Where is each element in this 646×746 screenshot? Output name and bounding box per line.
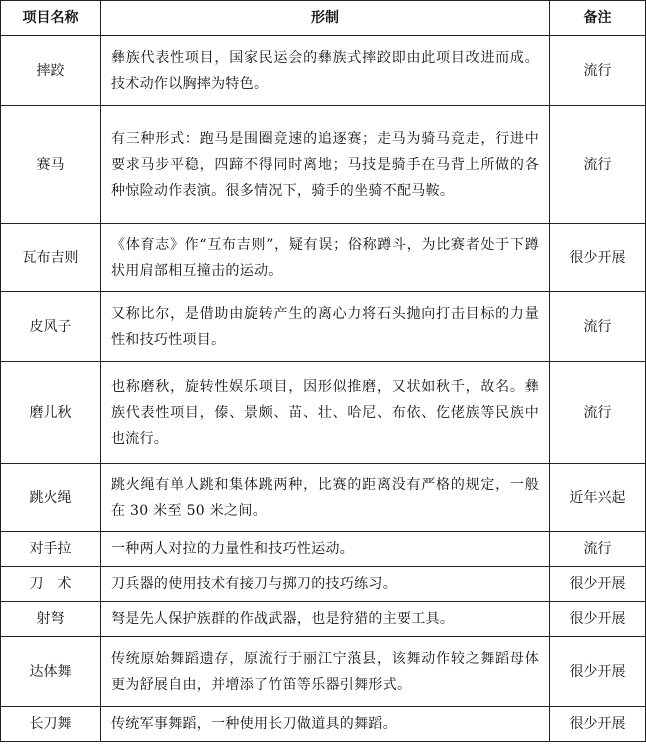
row-desc: 彝族代表性项目，国家民运会的彝族式摔跤即由此项目改进而成。技术动作以胸摔为特色。 xyxy=(101,36,550,106)
row-name: 磨儿秋 xyxy=(1,362,101,464)
row-note: 流行 xyxy=(550,36,646,106)
row-note: 近年兴起 xyxy=(550,464,646,532)
row-note: 很少开展 xyxy=(550,707,646,742)
table-row xyxy=(1,567,646,602)
row-desc: 刀兵器的使用技术有接刀与掷刀的技巧练习。 xyxy=(101,567,550,602)
row-desc: 跳火绳有单人跳和集体跳两种，比赛的距离没有严格的规定，一般在 30 米至 50 米之间。 xyxy=(101,464,550,532)
header-desc: 形制 xyxy=(101,1,550,36)
row-name: 射弩 xyxy=(1,602,101,637)
header-name: 项目名称 xyxy=(1,1,101,36)
row-name: 瓦布吉则 xyxy=(1,224,101,292)
row-name: 赛马 xyxy=(1,106,101,224)
table-row xyxy=(1,362,646,464)
table-row xyxy=(1,637,646,707)
row-name: 刀 术 xyxy=(1,567,101,602)
row-note: 很少开展 xyxy=(550,637,646,707)
table-row xyxy=(1,707,646,742)
row-name: 长刀舞 xyxy=(1,707,101,742)
table-row xyxy=(1,464,646,532)
row-desc: 有三种形式：跑马是围圈竞速的追逐赛；走马为骑马竞走，行进中要求马步平稳，四蹄不得同时离地；马技是骑手在马背上所做的各种惊险动作表演。很多情况下，骑手的坐骑不配马鞍。 xyxy=(101,106,550,224)
row-name: 达体舞 xyxy=(1,637,101,707)
row-desc: 弩是先人保护族群的作战武器，也是狩猎的主要工具。 xyxy=(101,602,550,637)
header-row xyxy=(1,1,646,36)
table-row xyxy=(1,292,646,362)
header-note: 备注 xyxy=(550,1,646,36)
row-desc: 传统原始舞蹈遗存，原流行于丽江宁蒗县，该舞动作较之舞蹈母体更为舒展自由，并增添了竹笛等乐器引舞形式。 xyxy=(101,637,550,707)
row-note: 流行 xyxy=(550,106,646,224)
row-desc: 也称磨秋，旋转性娱乐项目，因形似推磨，又状如秋千，故名。彝族代表性项目，傣、景颇、苗、壮、哈尼、布依、仡佬族等民族中也流行。 xyxy=(101,362,550,464)
row-name: 跳火绳 xyxy=(1,464,101,532)
row-desc: 一种两人对拉的力量性和技巧性运动。 xyxy=(101,532,550,567)
table-row xyxy=(1,224,646,292)
table-row xyxy=(1,106,646,224)
table-row xyxy=(1,36,646,106)
row-desc: 《体育志》作“互布吉则”，疑有误；俗称蹲斗，为比赛者处于下蹲状用肩部相互撞击的运动。 xyxy=(101,224,550,292)
row-name: 摔跤 xyxy=(1,36,101,106)
table-row xyxy=(1,532,646,567)
table-row xyxy=(1,602,646,637)
row-note: 流行 xyxy=(550,362,646,464)
row-note: 流行 xyxy=(550,532,646,567)
row-note: 很少开展 xyxy=(550,602,646,637)
row-name: 皮风子 xyxy=(1,292,101,362)
row-note: 很少开展 xyxy=(550,567,646,602)
row-desc: 又称比尔，是借助由旋转产生的离心力将石头抛向打击目标的力量性和技巧性项目。 xyxy=(101,292,550,362)
row-name: 对手拉 xyxy=(1,532,101,567)
row-note: 流行 xyxy=(550,292,646,362)
row-desc: 传统军事舞蹈，一种使用长刀做道具的舞蹈。 xyxy=(101,707,550,742)
row-note: 很少开展 xyxy=(550,224,646,292)
